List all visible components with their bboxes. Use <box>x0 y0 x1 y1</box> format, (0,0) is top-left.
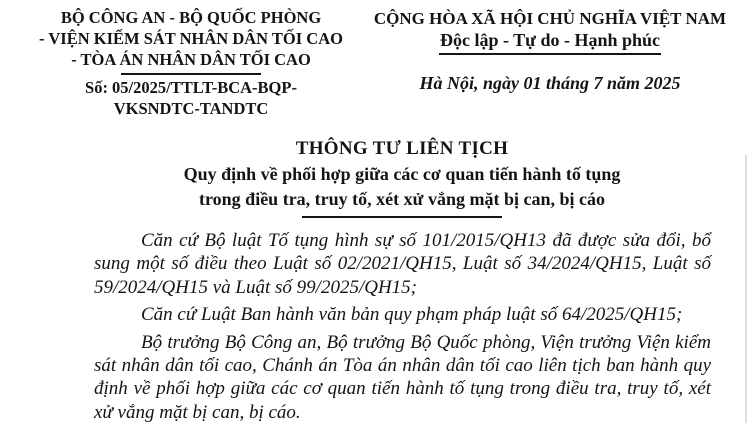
national-motto: Độc lập - Tự do - Hạnh phúc <box>439 30 661 55</box>
national-header-block <box>366 8 734 94</box>
agency-line-1: BỘ CÔNG AN - BỘ QUỐC PHÒNG <box>60 8 322 27</box>
document-title-block <box>78 136 726 218</box>
legal-basis-paragraph-2: Căn cứ Luật Ban hành văn bản quy phạm pháp luật số 64/2025/QH15; <box>141 304 683 326</box>
legal-basis-paragraph-1: Căn cứ Bộ luật Tố tụng hình sự số 101/2015/QH13 đã được sửa đổi, bổ sung một số điều theo Luật số 02/2021/QH15, Luật số 34/2024/QH15, Luật số 59/2024/QH15 và Luật số 99/2025/QH15; <box>94 230 711 298</box>
document-subject-line-2: trong điều tra, truy tố, xét xử vắng mặt bị can, bị cáo <box>199 188 605 209</box>
agency-line-2: - VIỆN KIỂM SÁT NHÂN DÂN TỐI CAO <box>39 29 343 48</box>
document-subject-line-1: Quy định về phối hợp giữa các cơ quan tiến hành tố tụng <box>183 164 621 184</box>
document-type-title: THÔNG TƯ LIÊN TỊCH <box>295 138 509 159</box>
agency-line-3: - TÒA ÁN NHÂN DÂN TỐI CAO <box>71 50 311 69</box>
enacting-clause-paragraph: Bộ trưởng Bộ Công an, Bộ trưởng Bộ Quốc phòng, Viện trưởng Viện kiểm sát nhân dân tối cao, Chánh án Tòa án nhân dân tối cao liên tịch ban hành quy định về phối hợp giữa các cơ quan tiến hành tố tụng trong điều tra, truy tố, xét xử vắng mặt bị can, bị cáo. <box>94 331 711 423</box>
issuing-agencies-block <box>34 7 348 119</box>
agency-separator-rule <box>121 73 261 75</box>
place-and-date: Hà Nội, ngày 01 tháng 7 năm 2025 <box>419 73 681 93</box>
document-number-line-1: Số: 05/2025/TTLT-BCA-BQP- <box>85 78 297 97</box>
title-separator-rule <box>302 216 502 218</box>
document-body <box>94 229 711 423</box>
scan-edge-artifact <box>745 155 747 423</box>
document-number-line-2: VKSNDTC-TANDTC <box>113 99 269 118</box>
national-title: CỘNG HÒA XÃ HỘI CHỦ NGHĨA VIỆT NAM <box>373 9 727 28</box>
